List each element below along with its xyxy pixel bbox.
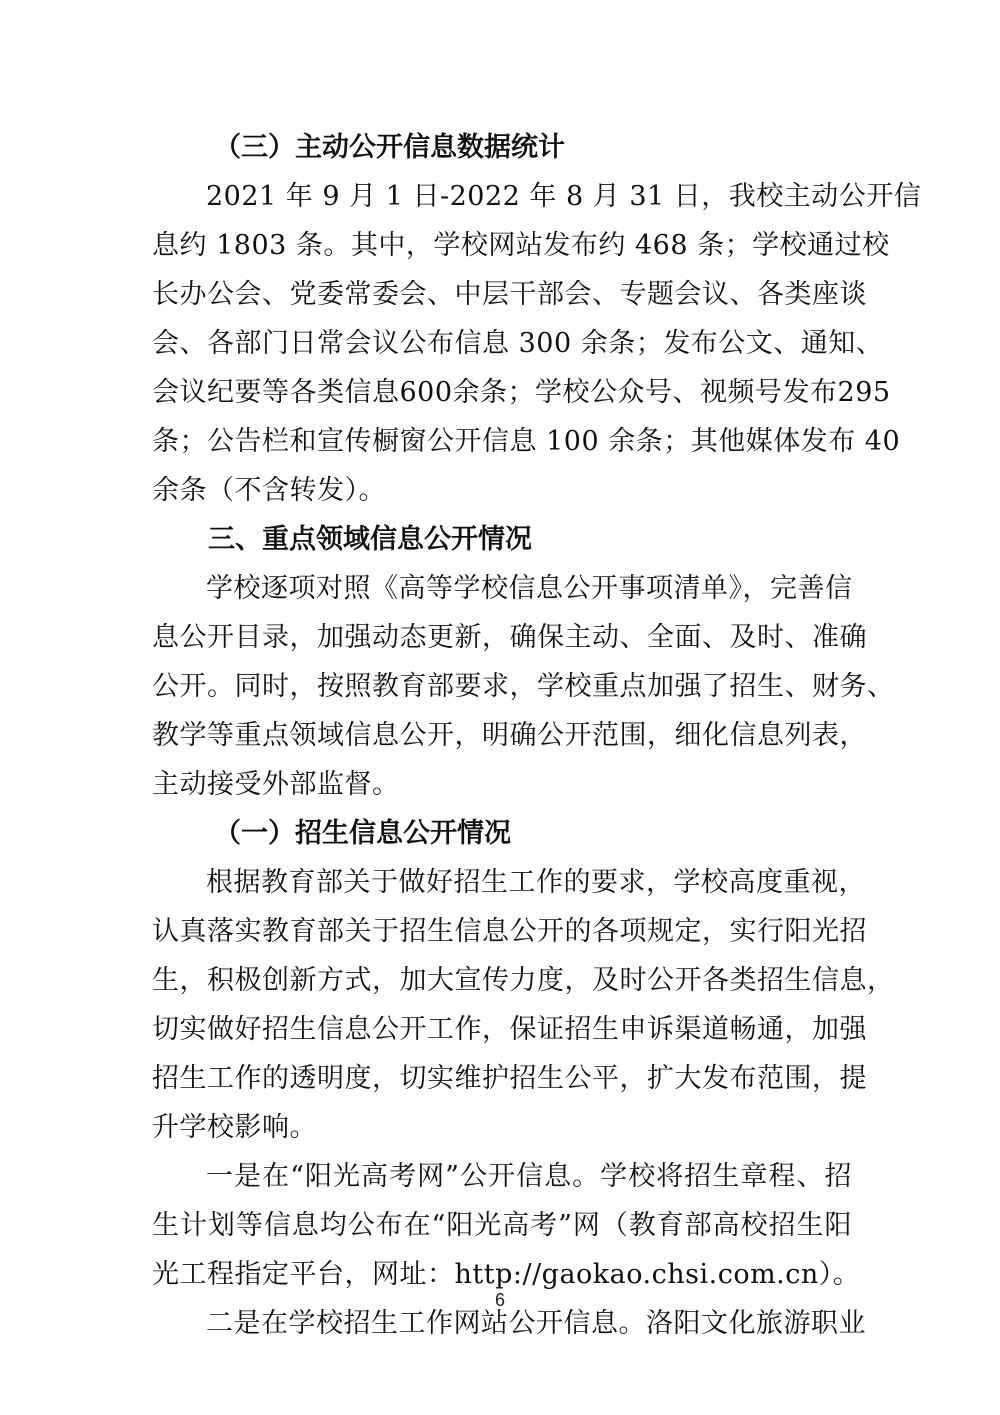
text-line: 认真落实教育部关于招生信息公开的各项规定，实行阳光招	[152, 916, 867, 947]
text-line: 长办公会、党委常委会、中层干部会、专题会议、各类座谈	[152, 279, 867, 310]
text-line: 学校逐项对照《高等学校信息公开事项清单》，完善信	[206, 573, 853, 604]
text-line: 余条（不含转发）。	[152, 475, 386, 506]
text-line: 公开。同时，按照教育部要求，学校重点加强了招生、财务、	[152, 671, 895, 702]
text-line: 根据教育部关于做好招生工作的要求，学校高度重视，	[206, 867, 866, 898]
text-line: 教学等重点领域信息公开，明确公开范围，细化信息列表，	[152, 720, 867, 751]
text-line: 条；公告栏和宣传橱窗公开信息 100 余条；其他媒体发布 40	[152, 426, 901, 457]
text-line: 切实做好招生信息公开工作，保证招生申诉渠道畅通，加强	[152, 1014, 867, 1045]
text-line: 二是在学校招生工作网站公开信息。洛阳文化旅游职业	[206, 1308, 866, 1339]
page-number: 6	[494, 1290, 505, 1310]
paragraph-key-areas	[152, 569, 895, 804]
section-heading-key-areas: 三、重点领域信息公开情况	[208, 524, 532, 555]
paragraph-disclosure-stats	[152, 177, 922, 510]
text-line: 2021 年 9 月 1 日-2022 年 8 月 31 日，我校主动公开信	[206, 181, 922, 212]
text-line: 光工程指定平台，网址：http://gaokao.chsi.com.cn）。	[152, 1259, 861, 1290]
paragraph-sunshine-gaokao	[152, 1157, 861, 1294]
text-line: 一是在“阳光高考网”公开信息。学校将招生章程、招	[206, 1161, 852, 1192]
text-line: 息公开目录，加强动态更新，确保主动、全面、及时、准确	[152, 622, 867, 653]
paragraph-admissions-intro	[152, 863, 895, 1147]
section-heading-admissions: （一）招生信息公开情况	[214, 818, 511, 849]
section-heading-active-disclosure-stats: （三）主动公开信息数据统计	[214, 132, 565, 163]
text-line: 息约 1803 条。其中，学校网站发布约 468 条；学校通过校	[152, 230, 890, 261]
text-line: 生，积极创新方式，加大宣传力度，及时公开各类招生信息，	[152, 965, 895, 996]
text-line: 主动接受外部监督。	[152, 769, 400, 800]
text-line: 招生工作的透明度，切实维护招生公平，扩大发布范围，提	[152, 1063, 867, 1094]
text-line: 生计划等信息均公布在“阳光高考”网（教育部高校招生阳	[152, 1210, 852, 1241]
text-line: 会、各部门日常会议公布信息 300 余条；发布公文、通知、	[152, 328, 884, 359]
page-content	[152, 128, 922, 1353]
text-line: 会议纪要等各类信息600余条；学校公众号、视频号发布295	[152, 377, 891, 408]
text-line: 升学校影响。	[152, 1112, 317, 1143]
